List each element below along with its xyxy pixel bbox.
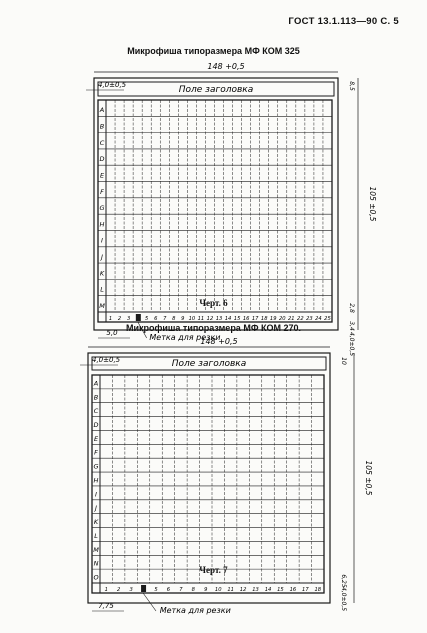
col-number: 16	[289, 587, 297, 593]
row-letter: B	[93, 393, 99, 402]
row-letter: G	[93, 462, 99, 471]
right-small-dim: 4,0±0,5	[340, 586, 347, 612]
col-number: 21	[288, 316, 295, 322]
col-number: 16	[242, 316, 250, 322]
row-letter: L	[94, 531, 98, 540]
col-number: 9	[204, 587, 208, 593]
col-number: 5	[154, 587, 158, 593]
cut-mark-label: Метка для резки	[149, 333, 221, 342]
cut-mark-label: Метка для резки	[159, 606, 231, 615]
row-letter: C	[93, 407, 99, 416]
cut-mark-block	[141, 585, 146, 592]
right-small-dim: 10	[340, 357, 347, 365]
cut-mark-block	[136, 314, 141, 321]
col-number: 8	[172, 316, 176, 322]
col-number: 13	[215, 316, 223, 322]
row-letter: J	[95, 504, 97, 513]
col-number: 14	[264, 587, 272, 593]
page-header: ГОСТ 13.1.113—90 С. 5	[288, 16, 399, 27]
col-number: 7	[179, 587, 183, 593]
col-number: 1	[108, 316, 113, 322]
col-number: 1	[104, 587, 108, 593]
card-outline	[94, 78, 338, 330]
col-number: 17	[302, 587, 309, 593]
row-letter: H	[93, 476, 99, 485]
col-number: 6	[154, 316, 158, 322]
row-letter: I	[101, 236, 103, 245]
col-number: 20	[278, 316, 286, 322]
row-letter: E	[93, 434, 99, 443]
row-letter: A	[99, 106, 105, 115]
row-letter: E	[99, 171, 105, 180]
col-number: 3	[129, 587, 133, 593]
left-dim-label: 4,0±0,5	[92, 356, 121, 364]
right-small-dim: 3,4	[348, 321, 355, 331]
left-dim-label: 4,0±0,5	[98, 81, 127, 89]
col-number: 19	[269, 316, 277, 322]
col-number: 14	[224, 316, 232, 322]
col-number: 2	[117, 587, 121, 593]
row-letter: C	[99, 138, 105, 147]
row-letter: L	[100, 285, 104, 294]
row-letter: B	[99, 122, 105, 131]
right-small-dim: 6,25	[340, 574, 347, 588]
col-number: 11	[197, 316, 205, 322]
col-number: 6	[166, 587, 171, 593]
right-small-dim: 8,5	[348, 81, 355, 91]
col-number: 24	[315, 316, 322, 322]
col-number: 15	[233, 316, 241, 322]
right-small-dim: 4,0±0,5	[348, 331, 355, 357]
col-number: 10	[188, 316, 196, 322]
row-letter: M	[99, 301, 105, 310]
figure-6-label: Черт. 6	[199, 298, 228, 308]
height-dim-label: 105 ±0,5	[364, 460, 373, 496]
col-number: 10	[214, 587, 222, 593]
row-letter: K	[99, 269, 105, 278]
row-letter: J	[101, 253, 103, 261]
title-field-label: Поле заголовка	[178, 85, 254, 95]
col-number: 3	[126, 316, 131, 322]
col-number: 22	[297, 316, 304, 322]
col-number: 5	[145, 316, 149, 322]
col-number: 12	[239, 587, 247, 593]
col-number: 15	[277, 587, 284, 593]
grid-frame	[92, 375, 324, 593]
col-number: 8	[191, 587, 195, 593]
title-field-label: Поле заголовка	[171, 359, 247, 369]
row-letter: A	[93, 379, 99, 388]
width-dim-label: 148 +0,5	[207, 62, 245, 71]
bottom-dim-label: 5,0	[106, 329, 118, 337]
col-number: 25	[324, 316, 331, 322]
width-dim-label: 148 +0,5	[200, 337, 238, 346]
col-number: 9	[181, 316, 185, 322]
col-number: 11	[227, 587, 234, 593]
row-letter: F	[100, 187, 104, 196]
height-dim-label: 105 ±0,5	[368, 186, 377, 222]
figure-7-drawing	[0, 337, 427, 615]
col-number: 13	[252, 587, 259, 593]
row-letter: O	[93, 573, 99, 582]
row-letter: K	[93, 518, 99, 527]
row-letter: M	[93, 545, 99, 554]
col-number: 7	[163, 316, 167, 322]
row-letter: G	[99, 204, 105, 213]
col-number: 2	[117, 316, 122, 322]
figure-6-caption: Микрофиша типоразмера МФ КОМ 325	[127, 46, 300, 56]
row-letter: I	[95, 490, 97, 499]
col-number: 18	[314, 587, 322, 593]
col-number: 23	[306, 316, 313, 322]
bottom-dim-label: 7,75	[98, 602, 114, 610]
row-letter: D	[99, 155, 105, 164]
cut-mark-leader	[143, 593, 156, 611]
row-letter: D	[93, 421, 99, 429]
right-small-dim: 2,8	[348, 303, 355, 313]
row-letter: F	[94, 448, 98, 457]
col-number: 18	[260, 316, 268, 322]
row-letter: H	[99, 220, 105, 229]
col-number: 17	[251, 316, 259, 322]
figure-7-caption: Микрофиша типоразмера МФ КОМ 270.	[125, 323, 302, 333]
col-number: 12	[206, 316, 214, 322]
row-letter: N	[93, 559, 99, 568]
figure-7-label: Черт. 7	[199, 565, 228, 575]
